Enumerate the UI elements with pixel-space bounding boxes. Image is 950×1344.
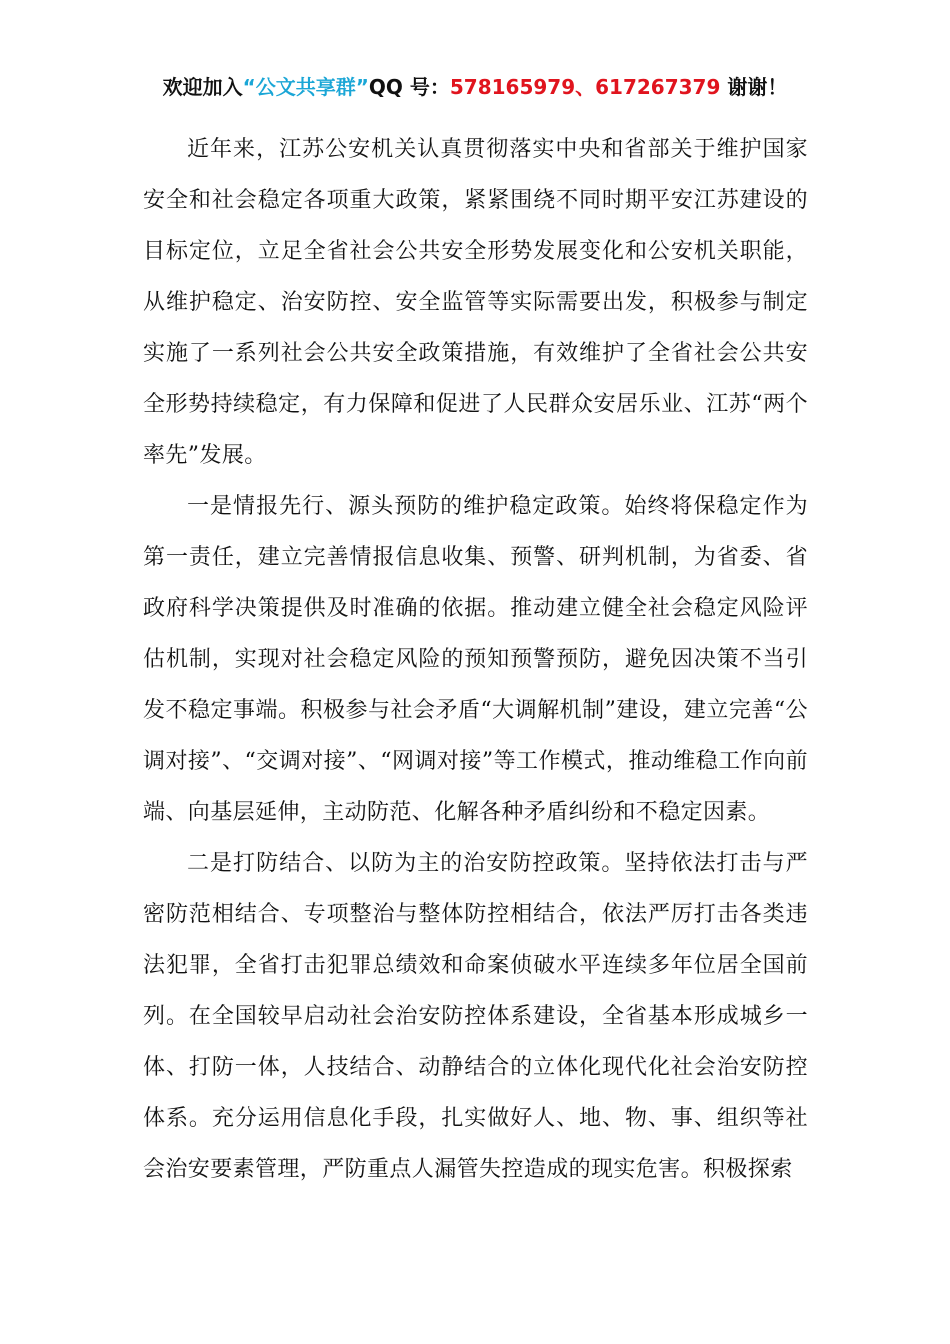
header-suffix: 谢谢！ [720, 75, 788, 99]
paragraph-lead: 一是情报先行、源头预防的维护稳定政策。 [187, 494, 625, 519]
qq-numbers: 578165979、617267379 [449, 75, 721, 99]
header-banner [0, 70, 950, 104]
qq-label: QQ 号： [368, 75, 450, 99]
header-prefix: 欢迎加入 [162, 75, 243, 99]
paragraph-intro [143, 124, 808, 481]
document-body [143, 124, 808, 1195]
paragraph-lead: 二是打防结合、以防为主的治安防控政策。 [187, 851, 625, 876]
paragraph-text: 坚持依法打击与严密防范相结合、专项整治与整体防控相结合，依法严厉打击各类违法犯罪，全省打击犯罪总绩效和命案侦破水平连续多年位居全国前列。在全国较早启动社会治安防控体系建设，全省基本形成城乡一体、打防一体，人技结合、动静结合的立体化现代化社会治安防控体系。充分运用信息化手段，扎实做好人、地、物、事、组织等社会治安要素管理，严防重点人漏管失控造成的现实危害。积极探索 [143, 851, 808, 1182]
paragraph-text: 始终将保稳定作为第一责任，建立完善情报信息收集、预警、研判机制，为省委、省政府科学决策提供及时准确的依据。推动建立健全社会稳定风险评估机制，实现对社会稳定风险的预知预警预防，避免因决策不当引发不稳定事端。积极参与社会矛盾“大调解机制”建设，建立完善“公调对接”、“交调对接”、“网调对接”等工作模式，推动维稳工作向前端、向基层延伸，主动防范、化解各种矛盾纠纷和不稳定因素。 [143, 494, 808, 825]
group-name: “公文共享群” [242, 75, 369, 99]
paragraph-security-policy [143, 838, 808, 1195]
paragraph-text: 近年来，江苏公安机关认真贯彻落实中央和省部关于维护国家安全和社会稳定各项重大政策，紧紧围绕不同时期平安江苏建设的目标定位，立足全省社会公共安全形势发展变化和公安机关职能，从维护稳定、治安防控、安全监管等实际需要出发，积极参与制定实施了一系列社会公共安全政策措施，有效维护了全省社会公共安全形势持续稳定，有力保障和促进了人民群众安居乐业、江苏“两个率先”发展。 [143, 137, 808, 468]
paragraph-stability-policy [143, 481, 808, 838]
